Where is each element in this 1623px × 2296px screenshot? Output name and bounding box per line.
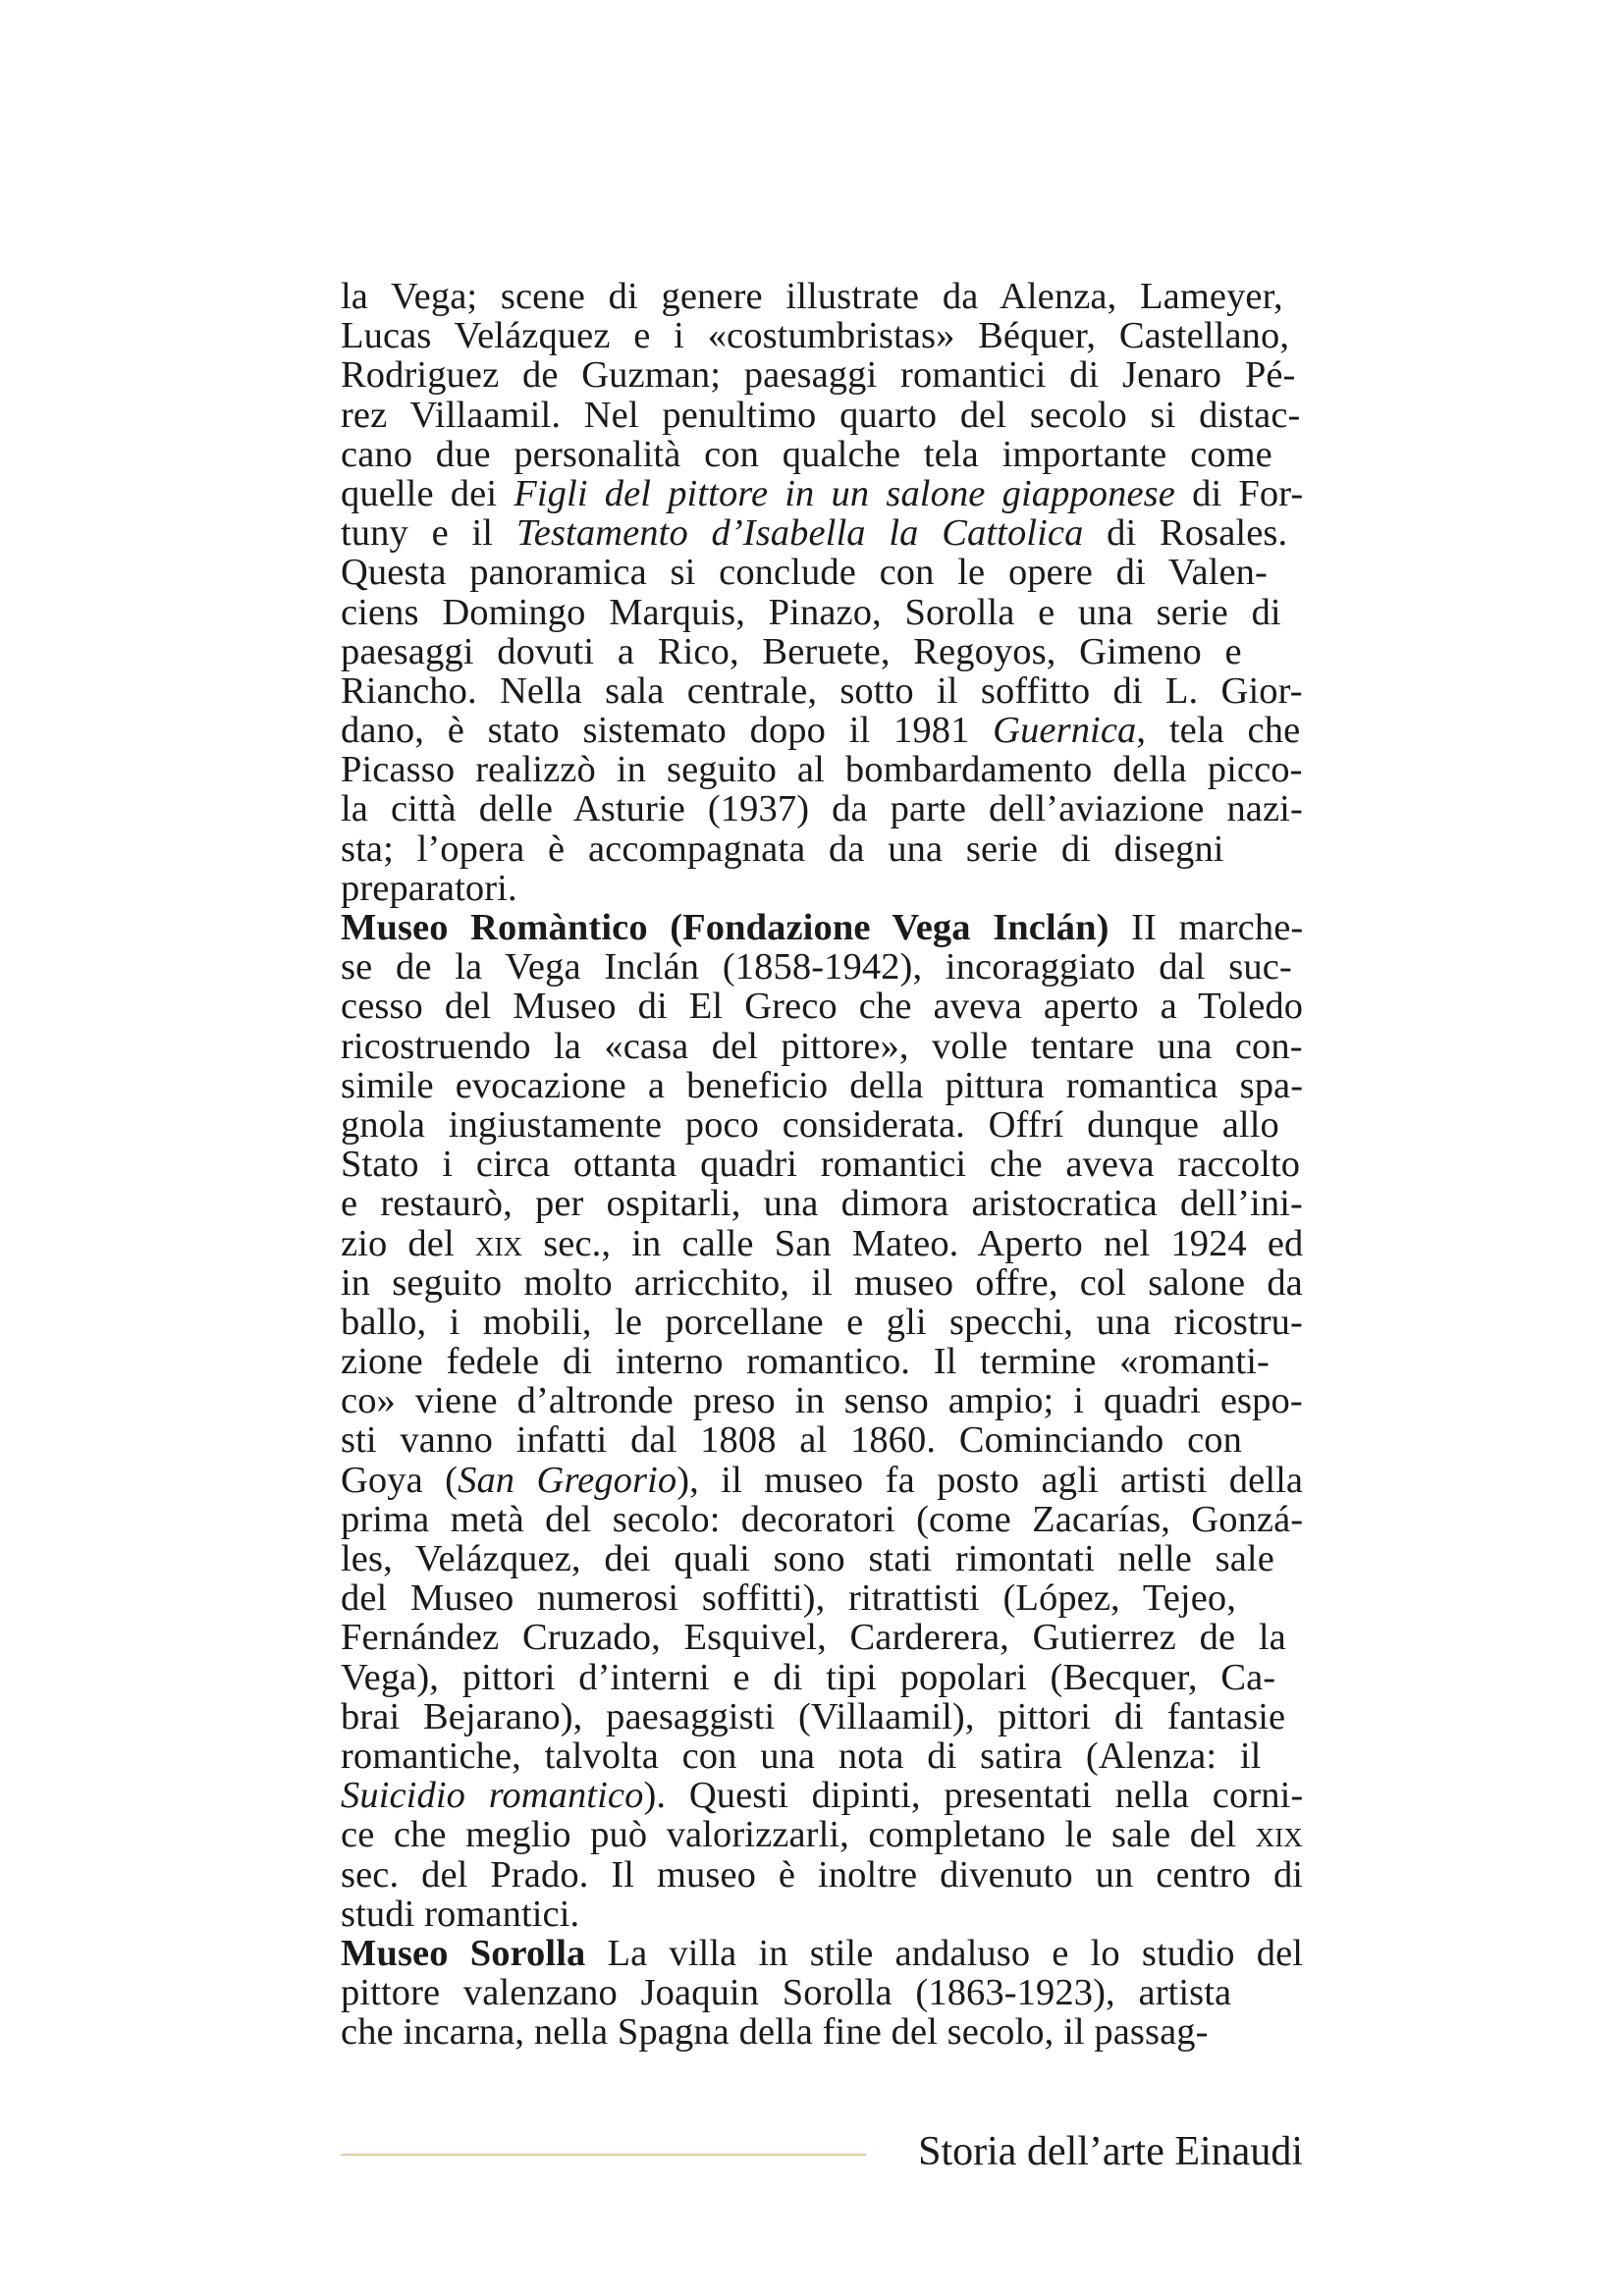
text-segment: Picasso realizzò in seguito al bombardamento della picco- bbox=[341, 749, 1303, 791]
text-line bbox=[341, 435, 1303, 474]
text-line bbox=[341, 1934, 1303, 1973]
text-line bbox=[341, 1381, 1303, 1420]
text-segment: romantiche, talvolta con una nota di satira (Alenza: il bbox=[341, 1735, 1262, 1777]
text-line bbox=[341, 711, 1303, 750]
text-line bbox=[341, 1578, 1303, 1618]
text-segment: brai Bejarano), paesaggisti (Villaamil), pittori di fantasie bbox=[341, 1695, 1286, 1737]
text-line bbox=[341, 1303, 1303, 1342]
text-segment: sta; l’opera è accompagnata da una serie di disegni bbox=[341, 828, 1224, 870]
text-line bbox=[341, 1658, 1303, 1697]
text-segment: prima metà del secolo: decoratori (come Zacarías, Gonzá- bbox=[341, 1498, 1304, 1540]
text-segment: sti vanno infatti dal 1808 al 1860. Cominciando con bbox=[341, 1419, 1242, 1462]
artwork-title: Guernica bbox=[993, 710, 1137, 752]
text-segment: , tela che bbox=[1136, 710, 1301, 752]
text-segment: preparatori. bbox=[341, 867, 517, 909]
text-line bbox=[341, 1027, 1303, 1066]
text-segment: quelle dei bbox=[341, 472, 514, 514]
text-line bbox=[341, 750, 1303, 789]
text-line bbox=[341, 869, 1303, 908]
text-segment: ricostruendo la «casa del pittore», volle tentare una con- bbox=[341, 1025, 1303, 1067]
text-segment: la città delle Asturie (1937) da parte dell’aviazione nazi- bbox=[341, 788, 1303, 830]
text-segment: ), il museo fa posto agli artisti della bbox=[676, 1459, 1304, 1501]
section-heading: Museo Romàntico (Fondazione Vega Inclán) bbox=[341, 907, 1109, 948]
text-segment: rez Villaamil. Nel penultimo quarto del secolo si distac- bbox=[341, 394, 1301, 436]
text-line bbox=[341, 1224, 1303, 1263]
footer-title: Storia dell’arte Einaudi bbox=[918, 2129, 1303, 2174]
text-line bbox=[341, 1539, 1303, 1578]
text-segment: zio del bbox=[341, 1222, 475, 1264]
text-segment: zione fedele di interno romantico. Il termine «romanti- bbox=[341, 1341, 1270, 1383]
body-text bbox=[341, 277, 1303, 2052]
text-line bbox=[341, 1184, 1303, 1223]
text-segment: xix bbox=[474, 1222, 523, 1264]
text-line bbox=[341, 1105, 1303, 1145]
text-segment: ballo, i mobili, le porcellane e gli specchi, una ricostru- bbox=[341, 1301, 1303, 1343]
text-segment: co» viene d’altronde preso in senso ampio; i quadri espo- bbox=[341, 1380, 1303, 1422]
text-line bbox=[341, 1461, 1303, 1500]
text-segment: tuny e il bbox=[341, 512, 516, 555]
text-line bbox=[341, 1263, 1303, 1303]
text-line bbox=[341, 1420, 1303, 1460]
text-line bbox=[341, 316, 1303, 355]
text-line bbox=[341, 2012, 1303, 2052]
text-segment: Riancho. Nella sala centrale, sotto il soffitto di L. Gior- bbox=[341, 669, 1303, 712]
text-line bbox=[341, 1855, 1303, 1895]
section-heading: Museo Sorolla bbox=[341, 1932, 586, 1974]
text-segment: studi romantici. bbox=[341, 1893, 580, 1935]
text-line bbox=[341, 829, 1303, 869]
text-segment: Lucas Velázquez e i «costumbristas» Béquer, Castellano, bbox=[341, 315, 1290, 357]
text-segment: sec. del Prado. Il museo è inoltre divenuto un centro di bbox=[341, 1853, 1304, 1896]
text-line bbox=[341, 513, 1303, 553]
text-line bbox=[341, 1973, 1303, 2012]
text-segment: paesaggi dovuti a Rico, Beruete, Regoyos, Gimeno e bbox=[341, 630, 1242, 672]
text-segment: La villa in stile andaluso e lo studio del bbox=[585, 1932, 1304, 1974]
text-segment: Stato i circa ottanta quadri romantici che aveva raccolto bbox=[341, 1144, 1301, 1186]
text-segment: Rodriguez de Guzman; paesaggi romantici di Jenaro Pé- bbox=[341, 354, 1296, 397]
text-segment: Vega), pittori d’interni e di tipi popolari (Becquer, Ca- bbox=[341, 1656, 1276, 1698]
text-line bbox=[341, 987, 1303, 1026]
text-segment: Questa panoramica si conclude con le opere di Valen- bbox=[341, 552, 1268, 594]
text-segment: simile evocazione a beneficio della pittura romantica spa- bbox=[341, 1064, 1304, 1106]
text-segment: del Museo numerosi soffitti), ritrattisti (López, Tejeo, bbox=[341, 1577, 1236, 1620]
text-line bbox=[341, 593, 1303, 632]
text-segment: gnola ingiustamente poco considerata. Offrí dunque allo bbox=[341, 1103, 1279, 1146]
text-line bbox=[341, 277, 1303, 316]
text-line bbox=[341, 1342, 1303, 1381]
text-segment: in seguito molto arricchito, il museo offre, col salone da bbox=[341, 1261, 1303, 1304]
text-segment: sec., in calle San Mateo. Aperto nel 1924 ed bbox=[522, 1222, 1304, 1264]
text-segment: Fernández Cruzado, Esquivel, Carderera, Gutierrez de la bbox=[341, 1617, 1286, 1659]
text-line bbox=[341, 1500, 1303, 1539]
text-segment: ). Questi dipinti, presentati nella corni- bbox=[643, 1775, 1304, 1817]
text-line bbox=[341, 671, 1303, 711]
text-segment: xix bbox=[1255, 1814, 1303, 1856]
artwork-title: Testamento d’Isabella la Cattolica bbox=[515, 512, 1084, 555]
text-segment: la Vega; scene di genere illustrate da Alenza, Lameyer, bbox=[341, 276, 1283, 317]
text-line bbox=[341, 1895, 1303, 1934]
text-line bbox=[341, 1697, 1303, 1736]
text-line bbox=[341, 1776, 1303, 1815]
text-segment: cesso del Museo di El Greco che aveva aperto a Toledo bbox=[341, 986, 1304, 1028]
text-line bbox=[341, 474, 1303, 513]
text-segment: ciens Domingo Marquis, Pinazo, Sorolla e una serie di bbox=[341, 591, 1281, 633]
text-segment: che incarna, nella Spagna della fine del secolo, il passag- bbox=[341, 2011, 1209, 2054]
text-segment: di Rosales. bbox=[1083, 512, 1288, 555]
text-line bbox=[341, 396, 1303, 435]
text-line bbox=[341, 632, 1303, 671]
text-line bbox=[341, 553, 1303, 592]
text-line bbox=[341, 1618, 1303, 1657]
text-segment: II marche- bbox=[1109, 907, 1304, 948]
text-line bbox=[341, 1066, 1303, 1105]
text-segment: e restaurò, per ospitarli, una dimora aristocratica dell’ini- bbox=[341, 1183, 1303, 1225]
text-line bbox=[341, 1815, 1303, 1854]
footer-rule bbox=[341, 2154, 866, 2156]
artwork-title: San Gregorio bbox=[458, 1459, 677, 1501]
text-segment: les, Velázquez, dei quali sono stati rimontati nelle sale bbox=[341, 1538, 1274, 1579]
artwork-title: Suicidio romantico bbox=[341, 1775, 644, 1817]
text-line bbox=[341, 908, 1303, 947]
text-segment: dano, è stato sistemato dopo il 1981 bbox=[341, 710, 994, 752]
text-line bbox=[341, 355, 1303, 395]
text-line bbox=[341, 1736, 1303, 1776]
artwork-title: Figli del pittore in un salone giapponese bbox=[514, 472, 1175, 514]
text-segment: ce che meglio può valorizzarli, completano le sale del bbox=[341, 1814, 1256, 1856]
text-segment: se de la Vega Inclán (1858-1942), incoraggiato dal suc- bbox=[341, 946, 1292, 988]
text-segment: cano due personalità con qualche tela importante come bbox=[341, 433, 1272, 475]
text-segment: pittore valenzano Joaquin Sorolla (1863-1923), artista bbox=[341, 1972, 1232, 2014]
text-line bbox=[341, 789, 1303, 828]
text-line bbox=[341, 1145, 1303, 1184]
text-line bbox=[341, 947, 1303, 987]
text-segment: di For- bbox=[1174, 472, 1304, 514]
text-segment: Goya ( bbox=[341, 1459, 459, 1501]
